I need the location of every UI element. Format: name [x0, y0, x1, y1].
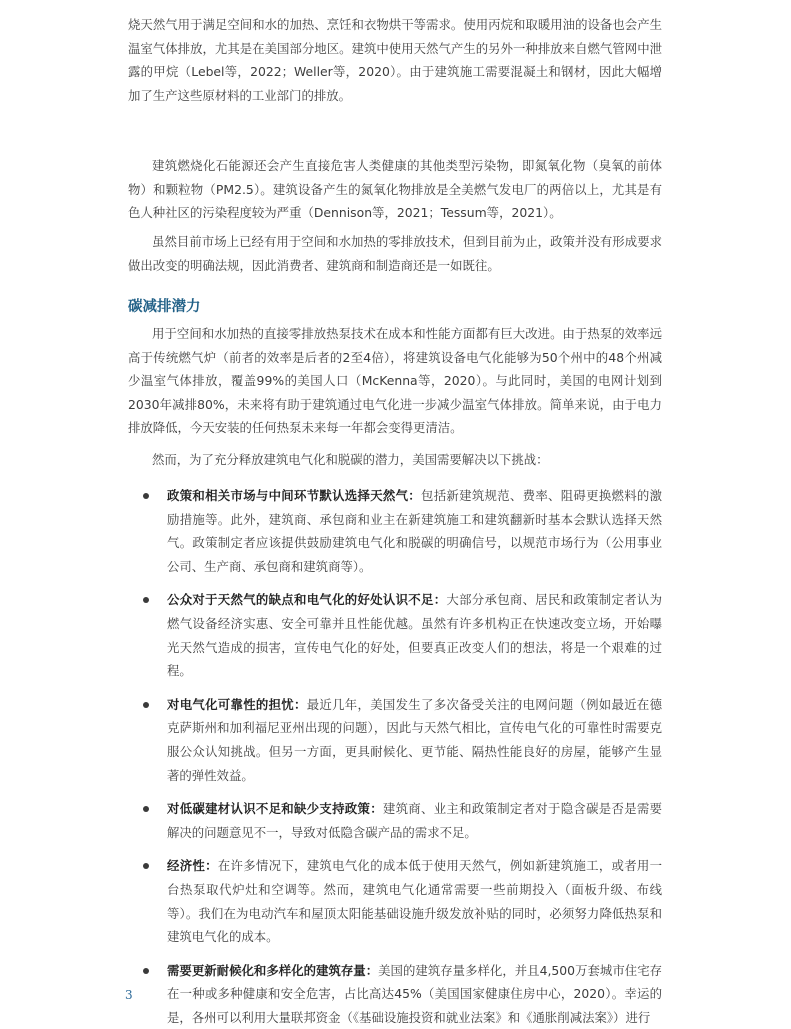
- list-item: [140, 959, 662, 1029]
- list-item-text: 包括新建筑规范、费率、阻碍更换燃料的激励措施等。此外，建筑商、承包商和业主在新建筑施工和建筑翻新时基本会默认选择天然气。政策制定者应该提供鼓励建筑电气化和脱碳的明确信号，以规范市场行为（公用事业公司、生产商、承包商和建筑商等）。: [167, 488, 663, 574]
- section-heading: 碳减排潜力: [128, 299, 201, 315]
- bullet-icon: [143, 806, 149, 812]
- list-item-text: 建筑商、业主和政策制定者对于隐含碳是否是需要解决的问题意见不一，导致对低隐含碳产品的需求不足。: [167, 801, 663, 840]
- list-item: [140, 854, 662, 948]
- bullet-icon: [143, 968, 149, 974]
- list-item-title: 对低碳建材认识不足和缺少支持政策：: [167, 801, 383, 817]
- bullet-icon: [143, 702, 149, 708]
- list-item-title: 政策和相关市场与中间环节默认选择天然气：: [167, 488, 422, 503]
- list-item-text: 大部分承包商、居民和政策制定者认为燃气设备经济实惠、安全可靠并且性能优越。虽然有许多机构正在快速改变立场，开始曝光天然气造成的损害，宣传电气化的好处，但要真正改变人们的想法，将是一个艰难的过程。: [167, 592, 663, 679]
- paragraph-intro: 烧天然气用于满足空间和水的加热、烹饪和衣物烘干等需求。使用丙烷和取暖用油的设备也会产生温室气体排放，尤其是在美国部分地区。建筑中使用天然气产生的另外一种排放来自燃气管网中泄露的甲烷（Lebel等，2022；Weller等，2020）。由于建筑施工需要混凝土和钢材，因此大幅增加了生产这些原材料的工业部门的排放。: [128, 17, 662, 103]
- list-item-text: 最近几年，美国发生了多次备受关注的电网问题（例如最近在德克萨斯州和加利福尼亚州出现的问题），因此与天然气相比，宣传电气化的可靠性时需要克服公众认知挑战。但另一方面，更具耐候化、更节能、隔热性能良好的房屋，能够产生显著的弹性效益。: [167, 696, 663, 783]
- list-item: [140, 693, 662, 787]
- paragraph-challenges-intro: 然而，为了充分释放建筑电气化和脱碳的潜力，美国需要解决以下挑战：: [152, 452, 549, 467]
- paragraph-heat-pump: 用于空间和水加热的直接零排放热泵技术在成本和性能方面都有巨大改进。由于热泵的效率远高于传统燃气炉（前者的效率是后者的2至4倍），将建筑设备电气化能够为50个州中的48个州减少温室气体排放，覆盖99%的美国人口（McKenna等，2020）。与此同时，美国的电网计划到2030年减排80%，未来将有助于建筑通过电气化进一步减少温室气体排放。简单来说，由于电力排放降低，今天安装的任何热泵未来每一年都会变得更清洁。: [128, 326, 662, 436]
- paragraph-zero-emission: 虽然目前市场上已经有用于空间和水加热的零排放技术，但到目前为止，政策并没有形成要求做出改变的明确法规，因此消费者、建筑商和制造商还是一如既往。: [128, 234, 662, 273]
- list-item: [140, 588, 662, 682]
- bullet-icon: [143, 597, 149, 603]
- challenges-list: [140, 484, 662, 1029]
- list-item-text: 在许多情况下，建筑电气化的成本低于使用天然气，例如新建筑施工，或者用一台热泵取代炉灶和空调等。然而，建筑电气化通常需要一些前期投入（面板升级、布线等）。我们在为电动汽车和屋顶太阳能基础设施升级发放补贴的同时，必须努力降低热泵和建筑电气化的成本。: [167, 858, 663, 945]
- paragraph-pollutants: 建筑燃烧化石能源还会产生直接危害人类健康的其他类型污染物，即氮氧化物（臭氧的前体物）和颗粒物（PM2.5）。建筑设备产生的氮氧化物排放是全美燃气发电厂的两倍以上，尤其是有色人种社区的污染程度较为严重（Dennison等，2021；Tessum等，2021）。: [128, 158, 662, 221]
- list-item-title: 需要更新耐候化和多样化的建筑存量：: [167, 962, 379, 978]
- page-number: 3: [125, 988, 133, 1002]
- list-item: [140, 797, 662, 844]
- list-item-title: 对电气化可靠性的担忧：: [167, 696, 307, 712]
- list-item: [140, 484, 662, 578]
- list-item-title: 公众对于天然气的缺点和电气化的好处认识不足：: [167, 592, 447, 608]
- bullet-icon: [143, 493, 149, 499]
- list-item-text: 美国的建筑存量多样化，并且4,500万套城市住宅存在一种或多种健康和安全危害，占比高达45%（美国国家健康住房中心，2020）。幸运的是，各州可以利用大量联邦资金（《基础设施投资和就业法案》和《通胀削减法案》）进行: [167, 962, 662, 1025]
- bullet-icon: [143, 863, 149, 869]
- list-item-title: 经济性：: [167, 858, 218, 874]
